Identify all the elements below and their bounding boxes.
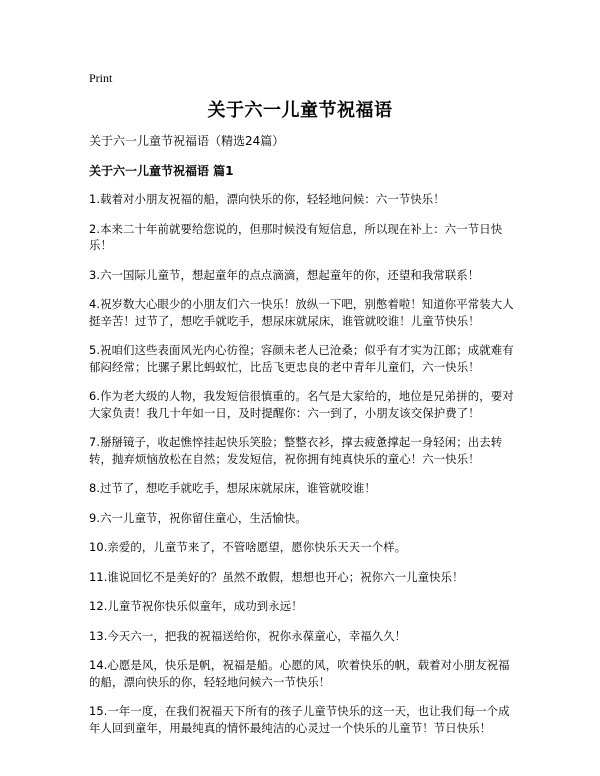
list-item: 9.六一儿童节，祝你留住童心，生活愉快。	[89, 510, 307, 525]
document-subtitle: 关于六一儿童节祝福语（精选24篇）	[89, 134, 285, 148]
list-item: 6.作为老大级的人物，我发短信很慎重的。名气是大家给的，地位是兄弟拼的，要对大家负责！我几十年如一日，及时提醒你：六一到了，小朋友该交保护费了！	[89, 389, 514, 420]
list-item: 13.今天六一，把我的祝福送给你，祝你永葆童心，幸福久久！	[89, 628, 407, 643]
list-item: 14.心愿是风，快乐是帆，祝福是船。心愿的风，吹着快乐的帆，载着对小朋友祝福的船，漂向快乐的你，轻轻地问候六一节快乐！	[89, 658, 510, 689]
print-label: Print	[89, 71, 113, 85]
list-item: 10.亲爱的，儿童节来了，不管啥愿望，愿你快乐天天一个样。	[89, 540, 407, 554]
list-item: 4.祝岁数大心眼少的小朋友们六一快乐！放纵一下吧，别憋着啦！知道你平常装大人挺辛苦！过节了，想吃手就吃手，想尿床就尿床，谁管就咬谁！儿童节快乐！	[89, 297, 514, 328]
list-item: 15.一年一度，在我们祝福天下所有的孩子儿童节快乐的这一天，也让我们每一个成年人回到童年，用最纯真的情怀最纯洁的心灵过一个快乐的儿童节！节日快乐！	[89, 704, 510, 735]
list-item: 5.祝咱们这些表面风光内心彷徨；容颜未老人已沧桑；似乎有才实为江郎；成就难有郁闷经常；比骡子累比蚂蚁忙，比岳飞更忠良的老中青年儿童们，六一快乐！	[89, 343, 514, 374]
page-title: 关于六一儿童节祝福语	[207, 100, 393, 121]
list-item: 2.本来二十年前就要给您说的，但那时候没有短信息，所以现在补上：六一节日快乐！	[89, 221, 503, 252]
list-item: 1.载着对小朋友祝福的船，漂向快乐的你，轻轻地问候：六一节快乐！	[89, 192, 445, 206]
list-item: 12.儿童节祝你快乐似童年，成功到永远！	[89, 599, 303, 613]
list-item: 11.谁说回忆不是美好的？虽然不敢假，想想也开心；祝你六一儿童快乐！	[89, 569, 464, 584]
section-heading: 关于六一儿童节祝福语 篇1	[89, 164, 234, 178]
list-item: 8.过节了，想吃手就吃手，想尿床就尿床，谁管就咬谁！	[89, 481, 376, 495]
document-body	[89, 133, 521, 749]
list-item: 3.六一国际儿童节，想起童年的点点滴滴，想起童年的你，还望和我常联系！	[89, 267, 480, 282]
list-item: 7.掰掰镜子，收起憔悴挂起快乐笑脸；整整衣衫，撑去疲惫撑起一身轻闲；出去转转，抛弃烦恼放松在自然；发发短信，祝你拥有纯真快乐的童心！六一快乐！	[89, 435, 503, 466]
